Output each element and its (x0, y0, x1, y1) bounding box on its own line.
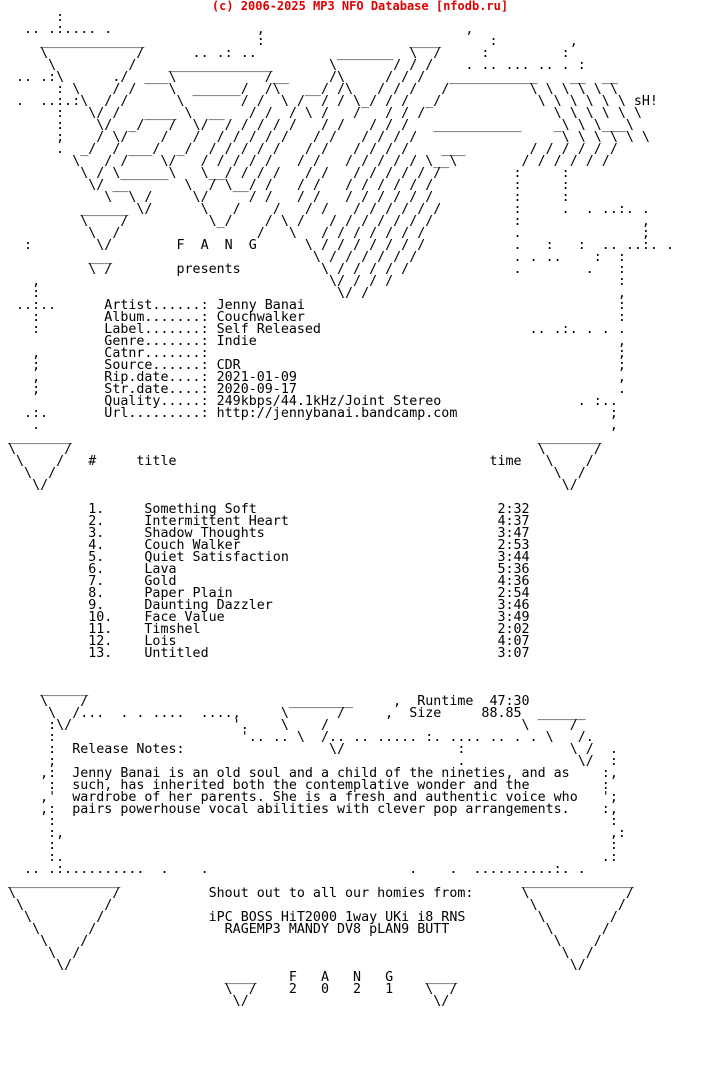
nfo-ascii-document: : .. .:.... . , , _____________ : ____ : , \ / .. .: .. _______ \ / : : \ / _____________ \ / / / . .. ... .. . : .. .:\ ./ ___\ /__ /\ / / / ___________ __ __ : \ / / \ ______/ /\ __/ /\ / / / / \ \ \ \ \ \ . ..:.:\ / / \ / / \ / / / \_/ / / _/ \ \ \ \ \ \ sH! : \/ / ____ \ __ / / / \ / / / / / \ \ \ \ \ \ : \/ _/ / \/ / / / / / / / / / / ___________ _\ \ \___\ ; / \/ / / / / / / / / / / / / / \ \ \ \ \ \ . _/ / ___/ _/ / / / / / / / / / / / ___ / / / / / / \ / / \/ / / / / / / / / / / / / \__\ / / / / / / \ / \______\ \__/ / / / / / / / / / / / : : \/ __ \ / \__/ / / / / / / / / / : : \ \ / \/ / / / / / / / / / / : : ______ \/ \ / / / / / / / / / / : . . ..:. . \ / \_/ / \ / / / / / / / / : , \ / / \ / / / / / / / . ; : \/ F A N G \ / / / / / / / . : : .. ..:. . ___ \ / / / / / / . . .. : : \ / presents \ / / / / / . . : , \/ / / / : : \/ / , ..:.. Artist......: Jenny Banai : : Album.......: Couchwalker : : Label.......: Self Released .. .:. . . . Genre.......: Indie , , Catnr.......: ; ; Source......: CDR ; , Rip.date....: 2021-01-09 , ; Str.date....: 2020-09-17 . Quality.....: 249kbps/44.1kHz/Joint Stereo . :.. .:. Url.........: http://jennybanai.bandcamp.com ; . , ________ ________ \ / \ / \ / # title time \ / \ / \ / \/ \/ 1. Something Soft 2:32 2. Intermittent Heart 4:37 3. Shadow Thoughts 3:47 4. Couch Walker 2:53 5. Quiet Satisfaction 3:44 6. Lava 5:36 7. Gold 4:36 8. Paper Plain 2:54 9. Daunting Dazzler 3:46 10. Face Value 3:49 11. Timshel 2:02 12. Lois 4:07 13. Untitled 3:07 ______ \ / ________ , Runtime 47:30 \ /... . . .... ...., \ / , Size 88.85 ______ :\/ '. \ / \ / : '.. .. \ /.. .. ..... :. .... .. . . \ /. : Release Notes: \/ : \ / . ; . \/ : ,: Jenny Banai is an old soul and a child of the nineties, and as :, : such, has inherited both the contemplative wonder and the : ,' wardrobe of her parents. She is a fresh and authentic voice who '; ,: pairs powerhouse vocal abilities with clever pop arrangements. :, : : :, ,: : : :. .: .. .:.......... . . . . ..........:. . ______________ ______________ \ / Shout out to all our homies from: \ / \ / \ / \ / iPC BOSS HiT2000 1way UKi i8 RNS \ / \ / RAGEMP3 MANDY DV8 pLAN9 BUTT \ / \ / \ / \ / \ / \/ \/ ____ F A N G ____ \ / 2 0 2 1 \ / \/ \/ (8, 10, 675, 1009)
nfodb-banner: (c) 2006-2025 MP3 NFO Database [nfodb.ru] (211, 0, 509, 13)
